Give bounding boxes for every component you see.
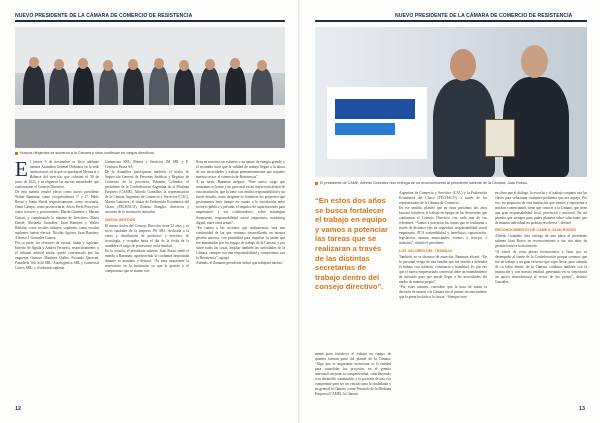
article-column-2	[399, 191, 487, 300]
caption-text: El presidente de CAME, Alfredo González hizo entrega de un reconocimiento al presidente saliente de la Cámara, Juan Rosso.	[320, 181, 528, 185]
photo-head	[230, 58, 240, 69]
award-photo	[315, 27, 587, 177]
paragraph: De la Asamblea participaron también, el titular de Inspección General de Personas Jurídicas y Registro de Comercio de la provincia, Eduardo Colombo; el presidente de la Confederación Argentina de la Mediana Empresa (CAME), Alfredo González; la representación de la Cámara Argentina de Comercio y Servicios (CAC), Martín Gutierrez; el titular de Federación Económica del Chaco (FECHACO), Ernesto Bonglio, directivos y asesores de la institución invitados.	[105, 170, 189, 215]
award-plaque	[485, 119, 515, 157]
paragraph: “Por estas razones, considero que la hora de tomar la decisión de asumir a la Cámara fue el primer reconocimiento que la gente ha dado a la fuerza. “Siempre tuve	[399, 284, 487, 299]
photo-caption	[315, 181, 587, 185]
running-head: NUEVO PRESIDENTE DE LA CÁMARA DE COMERCIO DE RESISTENCIA	[15, 13, 193, 19]
section-subhead: NUEVA GESTIÓN	[105, 217, 136, 222]
photo-head	[521, 45, 548, 78]
photo-head	[78, 58, 88, 69]
paragraph: De esta manera resultó electo como nuevo presidente Walter Bamman, como vicepresidentes 1° y 2°, Pablo Rosso y Sonia Slusik respectivamente, como secretaria, Omar Campo, como prosecretaria, Alicia Perth Peirceyra; como tesorero y prosecretario, Martín Giménez y Marina Cariati, y completando la nómina de directivos, María Dalelé, Abelardo González, Juan Ramírez y Walter Báñolin, como vocales titulares; suplentes, como vocales suplentes fueron electos: Nicolás Aguirre, Juan Ramírez, Alfonso J. Gonzalez Gomez.	[15, 190, 99, 240]
article-column-1	[315, 352, 391, 397]
article-column-3	[196, 160, 285, 266]
photo-head	[103, 60, 113, 71]
pull-quote: “En estos dos años se busca fortalecer el trabajo en equipo y vamos a potenciar las tareas que se realizaran a través de las distintas secretarías de trabajo dentro del consejo directivo”.	[315, 196, 389, 292]
paragraph: Por su parte, los revisores de cuenta, titular y suplente, Ernesto Sé Aguila y Andrea Ferraresi, respectivamente; y el tribunal arbitral titular quedó conformado por las empresas Gustavo Martínez Quiles, Fuxando Quercan, Panadería Volt Schl SRL, Autologística SRL y Comercial Cortex SRL; y el tribunal suplente	[15, 240, 99, 270]
paragraph: También, en su discurso de asunción, Bamman afirmó: “En lo personal vengo de una familia que me enseñó a defender el trabajo con esfuerzo, constancia y humildad. Es por eso que el nuevo empresariado comercial debe un entendimiento de mercado para que pueda llegar a las necesidades del medio de manera propia”.	[399, 254, 487, 284]
section-subhead: RECONOCIMIENTO DE CAME A JUAN ROSSO	[495, 228, 576, 233]
article-column-1	[15, 157, 99, 271]
paragraph: “En cuanto a las acciones que realizaremos, será una continuidad de las que venimos desarrollando en nuestra gestión anterior, con pluralidad para impulsar la unión que fue mantenidas por los equipo de trabajo de la Cámara, y por sobre todas las cosas, ampliar también las actividades de la Cámara, siempre con una responsabilidad y compromiso con la Resistencia”, agregó.	[196, 225, 285, 260]
right-page	[300, 0, 600, 423]
assembly-photo	[15, 27, 285, 148]
article-column-3	[495, 191, 587, 285]
header-rule	[15, 20, 285, 22]
paragraph: “A través de estas placas reconocemos a Juan, por su desempeño al frente de la Confederación porque creemos que fue un trabajo y un gran esfuerzo que supo llevar, pues además de su labor dentro de la Cámara, colabora también con la institución y con nuestra entidad, generando en su trayectoria un apoyo incondicional al sector de los pymes”, destacó González.	[495, 249, 587, 284]
paragraph: Alfredo González hizo entrega de una placa al presidente saliente Juan Rosso en reconocimiento a sus dos años de gestión frente a la institución.	[495, 234, 587, 249]
header-rule	[315, 20, 587, 22]
photo-caption	[15, 151, 285, 155]
paragraph: l jueves 9 de noviembre se llevó adelante nuestra Asamblea General Ordinaria en la sede institucional, en la que se aprobaron Memoria y Balance del ejercicio que culminó el 30 de junio de 2023, y se eligieron las nuevas autoridades que conformarán el Consejo Directivo.	[15, 160, 99, 190]
photo-head	[179, 60, 189, 71]
photo-head	[128, 59, 138, 70]
article-column-2	[105, 160, 189, 274]
paragraph: lleva en nosotros un esfuerzo y un aporte de energía grande, y el recambio hace que la calidad de trabajo llegue a la altura de sus necesidades y trabaja permanentemente que requiere nuestro sector, el comercio de Resistencia”.	[196, 160, 285, 180]
paragraph: Además, el flamante presidente indicó que trabajará intensa-	[196, 260, 284, 265]
section-subhead: LOS VALORES DEL TRABAJO	[399, 248, 453, 253]
caption-text: Nuevos dirigentes se sumaron a la Cámara y otros continúan en cargos directivos.	[20, 151, 155, 155]
photo-head	[257, 60, 267, 71]
caption-marker	[15, 152, 18, 155]
paragraph: mente para fortalecer el trabajo en equipo de quienes forman parte del plantel de la Cámara: “Algo que es importante mencionar es la entidad para consolidar los proyectos en el gremio mercantil, mejorar su competitividad, contribuyendo a su desarrollo sustentable; y la posición de una voz competente para ser un vínculo para la ciudadanía y en general la Cámara, como Ferrando de la Mediana Empresa (CAME), la Cámara	[315, 352, 391, 397]
photo-head	[29, 57, 39, 68]
running-head: NUEVO PRESIDENTE DE LA CÁMARA DE COMERCIO DE RESISTENCIA	[395, 13, 573, 19]
paragraph: A su turno, Bamman aseguró: “Este nuevo cargo que asumimos es honor y un paso más en mi trayectoria dentro de esta institución, que la tomo con mucha responsabilidad y un fuerte desafío, como dirigente es fortalecer los proyectos que gestionamos hace tiempo en cuanto a la vinculación entre sectores público y privado, el impulso de capacitaciones para empresarios y sus colaboradores, sobre estrategias financieras, responsabilidad social empresaria, marketing digital, entre otros temas”.	[196, 180, 285, 225]
photo-head	[450, 49, 476, 81]
page-number: 13	[579, 406, 585, 412]
photo-head	[205, 59, 215, 70]
photo-head	[54, 59, 64, 70]
paragraph: Argentina de Comercio y Servicios (CAC) y la Federación Económica del Chaco (FECHACO), a través de los representantes de la Cámara de Comercio.	[399, 191, 487, 206]
banner-stripe	[335, 99, 415, 119]
page-number: 12	[15, 406, 21, 412]
photo-floor	[15, 119, 285, 148]
drop-cap: E	[15, 157, 28, 181]
paragraph: Guanacazo SRL, Bienes y Servicios JM SRL y E. Centraca Pausa SA.	[105, 160, 189, 170]
caption-marker	[315, 182, 318, 185]
paragraph: En ese sentido, planteó que en estos próximos dos años buscará fortalecer el trabajo en equipo de las Secretarías que conforman el Consejo Directivo con cada una de sus referentes: “Vamos a potenciar las tareas que se realizaran a través de distintos ejes de seguridad, responsabilidad social empresaria, PCA sostenibilidad y beneficios, capacitación, legislación, asuntos municipales, eventos y festejos, e industria”, afirmó el presidente.	[399, 206, 487, 246]
paragraph: en claro que el diálogo, la escucha y el trabajo conjunto son las claves para solucionar cualquier problema que nos aqueja. Por eso, mi propuesta de esta institución que iremos y representa a muchos comerciantes, tiene que conocer a la Cámara, que tiene una gran responsabilidad local, provincial y nacional. No así permita que siempre para poder plantear sobre soluciones que de manera individual no podrían resolverse”, declaró.	[495, 191, 587, 226]
paragraph: El nuevo titular del Consejo Directivo tiene 52 años y es socio fundador de la empresa JW SRL, dedicada a la venta y distribución de productos y servicios de tecnología, y ocupaba hasta el día de la fecha de la asamblea el cargo de protesorero en la entidad.	[105, 223, 189, 248]
photo-head	[154, 58, 164, 69]
paragraph: En la ocasión, el presidente saliente, Juan Rosso endió el mando a Bamman, agradeciendo la confianza depositada durante su mandato y destacó: “Es muy importante la renovación en la institución ya que la gestión y el compromiso que se asume con-	[105, 248, 189, 273]
banner-stripe	[335, 123, 395, 135]
photo-table	[15, 105, 285, 119]
